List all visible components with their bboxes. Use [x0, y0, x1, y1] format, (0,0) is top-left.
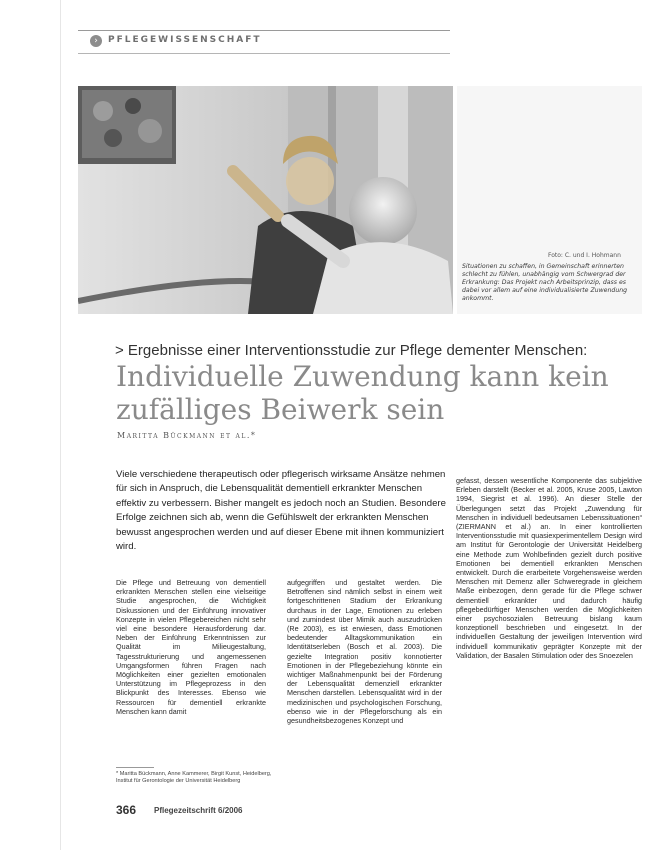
section-title: PFLEGEWISSENSCHAFT — [108, 35, 262, 45]
photo-image — [78, 86, 453, 314]
body-column-2: aufgegriffen und gestaltet werden. Die Betroffenen sind nämlich selbst in einem weit fortgeschrittenen Stadium der Erkrankung durchaus in der Lage, Emotionen zu erleben und zumindest über Mimik auch auszudrücken (Re 2003), es ist erwiesen, dass Emotionen bedeutender Alltagskommunikation ein Identitätserleben (Bosch et al. 2003). Die gezielte Integration positiv konnotierter Emotionen in der Pflegebeziehung könnte ein wichtiger Maßnahmenpunkt bei der Förderung der Lebensqualität demenziell erkrankter Menschen darstellen. Lebensqualität wird in der medizinischen und psychologischen Forschung, ebenso wie in der Pflegeforschung als ein gesundheitsbezogenes Konzept und — [287, 578, 442, 726]
body-column-1: Die Pflege und Betreuung von dementiell erkrankten Menschen stellen eine vielseitige Studie angesprochen, die Wichtigkeit Diskussionen und der Einführung innovativer Konzepte in vielen Pflegebereichen nicht sehr viel eine besondere Herausforderung dar. Neben der Einführung Erkenntnissen zur Qualität im Milieugestaltung, Tagesstrukturierung und angemessenen Umgangsformen führen Fragen nach Möglichkeiten einer gezielten emotionalen Unterstützung im Pflegeprozess in den Blickpunkt des Interesses. Ebenso wie Ressourcen für dementiell erkrankte Menschen kann damit — [116, 578, 266, 716]
article-lead: Viele verschiedene therapeutisch oder pflegerisch wirksame Ansätze nehmen für sich in Anspruch, die Lebensqualität dementiell erkrankter Menschen effektiv zu verbessern. Bisher mangelt es jedoch noch an Studien. Besondere Erfolge zeichnen sich ab, wenn die Gefühlswelt der erkrankten Menschen bewusst angesprochen werden und auf dieser Ebene mit ihnen kommuniziert wird. — [116, 469, 446, 553]
photo-caption: Situationen zu schaffen, in Gemeinschaft erinnerten schlecht zu fühlen, unabhängig vom Schwergrad der Erkrankung: Das Projekt nach Arbeitsprinzip, dass es dabei vor allem auf eine individualisierte Zuwendung ankommt. — [462, 263, 628, 302]
article-kicker: > Ergebnisse einer Interventionsstudie zur Pflege dementer Menschen: — [115, 342, 588, 359]
article-title: Individuelle Zuwendung kann kein zufälliges Beiwerk sein — [116, 360, 609, 426]
footnote: * Maritta Bückmann, Anne Kammerer, Birgit Kunst, Heidelberg, Institut für Gerontologie der Universität Heidelberg — [116, 771, 272, 785]
page-number: 366 — [116, 803, 137, 817]
arrow-right-circle-icon: › — [90, 35, 102, 47]
article-photo — [78, 86, 453, 314]
article-authors: Maritta Bückmann et al.* — [117, 431, 257, 440]
footnote-rule — [116, 767, 154, 768]
body-column-3: gefasst, dessen wesentliche Komponente das subjektive Erleben darstellt (Becker et al. 2005, Kruse 2005, Lawton 1994, Siegrist et al. 1996). An dieser Stelle der Überlegungen setzt das Projekt „Zuwendung für Menschen in individuell bedeutsamen Lebenssituationen“ (ZIERMANN et al.) an. In einer kontrollierten Interventionsstudie mit quasiexperimentellem Design wird am Institut für Gerontologie der Universität Heidelberg eine Methode zum Wohlbefinden gezielt durch positive Emotionen bei dementiell erkrankten Menschen entwickelt. Durch die erarbeitete Vorgehensweise werden Menschen mit Demenz aller Schweregrade in gleichem Maße einbezogen, denn gerade für die Pflege schwer dementiell erkrankter und dadurch häufig pflegebedürftiger Menschen werden die Möglichkeiten einer psychosozialen Betreuung bislang kaum konzeptionell beschrieben und eingesetzt. In der individuellen Gestaltung der jeweiligen Intervention wird individuell kommunikativ geprägter Konzepte mit der Validation, der Basalen Stimulation oder des Snoezelen — [456, 476, 642, 660]
journal-name: Pflegezeitschrift 6/2006 — [154, 806, 243, 815]
photo-credit: Foto: C. und I. Hohmann — [548, 252, 621, 259]
